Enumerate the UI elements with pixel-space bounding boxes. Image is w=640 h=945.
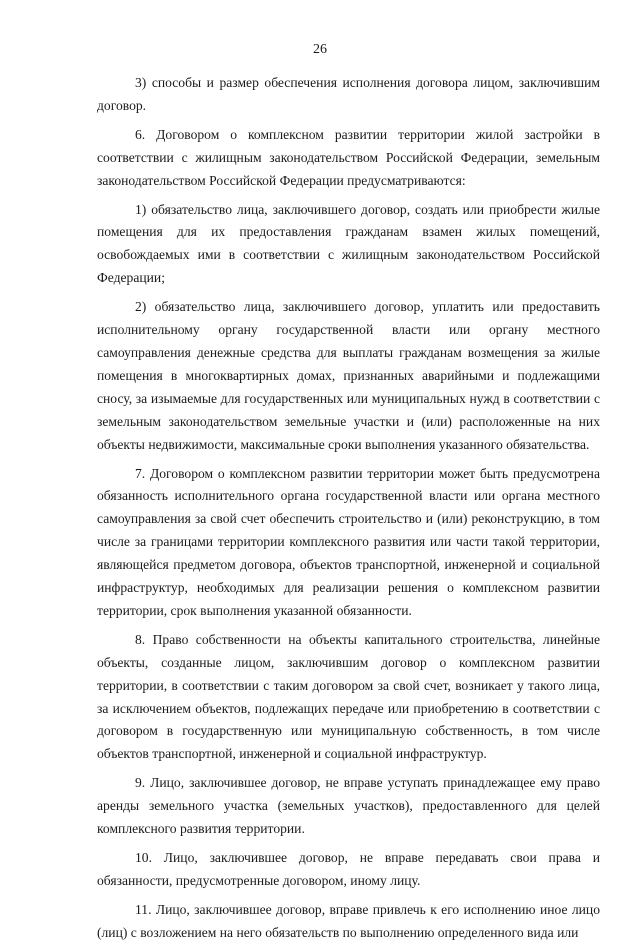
paragraph-clause-6-item-2: 2) обязательство лица, заключившего договор, уплатить или предоставить исполнительному органу государственной власти или органу местного самоуправления денежные средства для выплаты гражданам возмещения за жилые помещения в многоквартирных домах, признанных аварийными и подлежащими сносу, за изымаемые для государственных или муниципальных нужд в соответствии с земельным законодательством земельные участки и (или) расположенные на них объекты недвижимости, максимальные сроки выполнения указанного обязательства. [97,299,600,452]
paragraph-clause-11: 11. Лицо, заключившее договор, вправе привлечь к его исполнению иное лицо (лиц) с возложением на него обязательств по выполнению определенного вида или [97,901,600,940]
page-number: 26 [313,42,327,57]
paragraph-clause-6: 6. Договором о комплексном развитии территории жилой застройки в соответствии с жилищным законодательством Российской Федерации, земельным законодательством Российской Федерации предусматриваются: [97,126,600,188]
paragraph-item-3: 3) способы и размер обеспечения исполнения договора лицом, заключившим договор. [97,75,600,113]
paragraph-clause-6-item-1: 1) обязательство лица, заключившего договор, создать или приобрести жилые помещения для их предоставления гражданам взамен жилых помещений, освобождаемых ими в соответствии с жилищным законодательством Российской Федерации; [97,201,600,286]
paragraph-clause-9: 9. Лицо, заключившее договор, не вправе уступать принадлежащее ему право аренды земельного участка (земельных участков), предоставленного для целей комплексного развития территории. [97,775,600,837]
paragraph-clause-8: 8. Право собственности на объекты капитального строительства, линейные объекты, созданные лицом, заключившим договор о комплексном развитии территории, в соответствии с таким договором за свой счет, возникает у такого лица, за исключением объектов, подлежащих передаче или приобретению в соответствии с договором в государственную или муниципальную собственность, в том числе объектов транспортной, инженерной и социальной инфраструктур. [97,631,600,762]
paragraph-clause-7: 7. Договором о комплексном развитии территории может быть предусмотрена обязанность исполнительного органа государственной власти или органа местного самоуправления за свой счет обеспечить строительство и (или) реконструкцию, в том числе за границами территории комплексного развития или части такой территории, являющейся предметом договора, объектов транспортной, инженерной и социальной инфраструктур, необходимых для реализации решения о комплексном развитии территории, срок выполнения указанной обязанности. [97,465,600,618]
document-body [97,72,600,945]
paragraph-clause-10: 10. Лицо, заключившее договор, не вправе передавать свои права и обязанности, предусмотренные договором, иному лицу. [97,850,600,888]
